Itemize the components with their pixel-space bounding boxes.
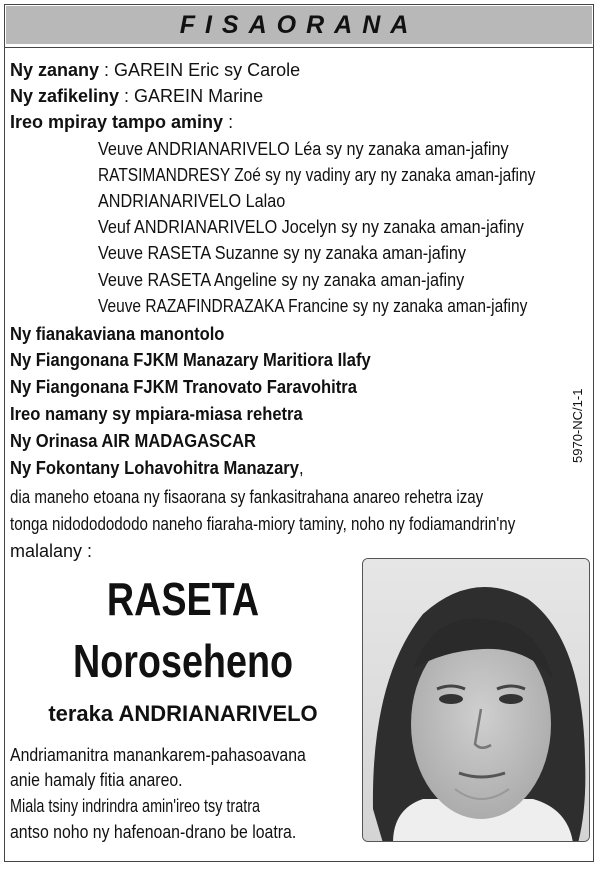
sibling-entry: RATSIMANDRESY Zoé sy ny vadiny ary ny zanaka aman-jafiny	[98, 165, 536, 185]
sibling-entry: Veuve ANDRIANARIVELO Léa sy ny zanaka aman-jafiny	[98, 139, 509, 159]
sibling-entry: Veuve RASETA Suzanne sy ny zanaka aman-jafiny	[98, 243, 467, 263]
deceased-given-name: Noroseheno	[72, 635, 294, 687]
group-line	[10, 402, 303, 426]
portrait-illustration	[363, 559, 590, 842]
group-line	[10, 456, 304, 480]
ad-reference-code: 5970-NC/1-1	[570, 388, 585, 463]
notice-title: FISAORANA	[6, 6, 592, 44]
deceased-surname: RASETA	[106, 573, 260, 625]
children-label: Ny zanany	[10, 60, 100, 80]
sibling-entry: Veuve RAZAFINDRAZAKA Francine sy ny zanaka aman-jafiny	[98, 296, 528, 316]
siblings-label: Ireo mpiray tampo aminy	[10, 112, 224, 132]
body-line: tonga nidododododo naneho fiaraha-miory taminy, noho ny fodiamandrin'ny	[10, 514, 516, 534]
siblings-line	[10, 110, 233, 134]
group-name: Ny Orinasa AIR MADAGASCAR	[10, 431, 256, 451]
body-line: malalany :	[10, 541, 93, 561]
sibling-entry: Veuf ANDRIANARIVELO Jocelyn sy ny zanaka aman-jafiny	[98, 217, 524, 237]
sibling-entry: ANDRIANARIVELO Lalao	[98, 191, 286, 211]
title-divider	[4, 47, 594, 48]
grandchildren-line	[10, 84, 263, 108]
body-line: dia maneho etoana ny fisaorana sy fankasitrahana anareo rehetra izay	[10, 487, 484, 507]
group-line	[10, 322, 224, 346]
group-name: Ireo namany sy mpiara-miasa rehetra	[10, 404, 303, 424]
group-name: Ny Fokontany Lohavohitra Manazary	[10, 458, 299, 478]
grandchildren-label: Ny zafikeliny	[10, 86, 120, 106]
sibling-entry: Veuve RASETA Angeline sy ny zanaka aman-jafiny	[98, 270, 465, 290]
group-name: Ny Fiangonana FJKM Manazary Maritiora Ilafy	[10, 350, 371, 370]
group-line	[10, 429, 256, 453]
children-line	[10, 58, 300, 82]
closing-line: Miala tsiny indrindra amin'ireo tsy tratra	[10, 796, 261, 816]
children-names: : GAREIN Eric sy Carole	[99, 60, 301, 80]
group-line	[10, 375, 357, 399]
group-name: Ny Fiangonana FJKM Tranovato Faravohitra	[10, 377, 357, 397]
portrait-photo	[362, 558, 590, 842]
group-comma: ,	[298, 458, 304, 478]
closing-line: anie hamaly fitia anareo.	[10, 770, 183, 790]
closing-line: antso noho ny hafenoan-drano be loatra.	[10, 822, 297, 842]
closing-line: Andriamanitra manankarem-pahasoavana	[10, 745, 306, 765]
group-name: Ny fianakaviana manontolo	[10, 324, 225, 344]
group-line	[10, 348, 371, 372]
siblings-colon: :	[223, 112, 234, 132]
grandchildren-names: : GAREIN Marine	[119, 86, 264, 106]
deceased-maiden-name: teraka ANDRIANARIVELO	[48, 701, 318, 726]
